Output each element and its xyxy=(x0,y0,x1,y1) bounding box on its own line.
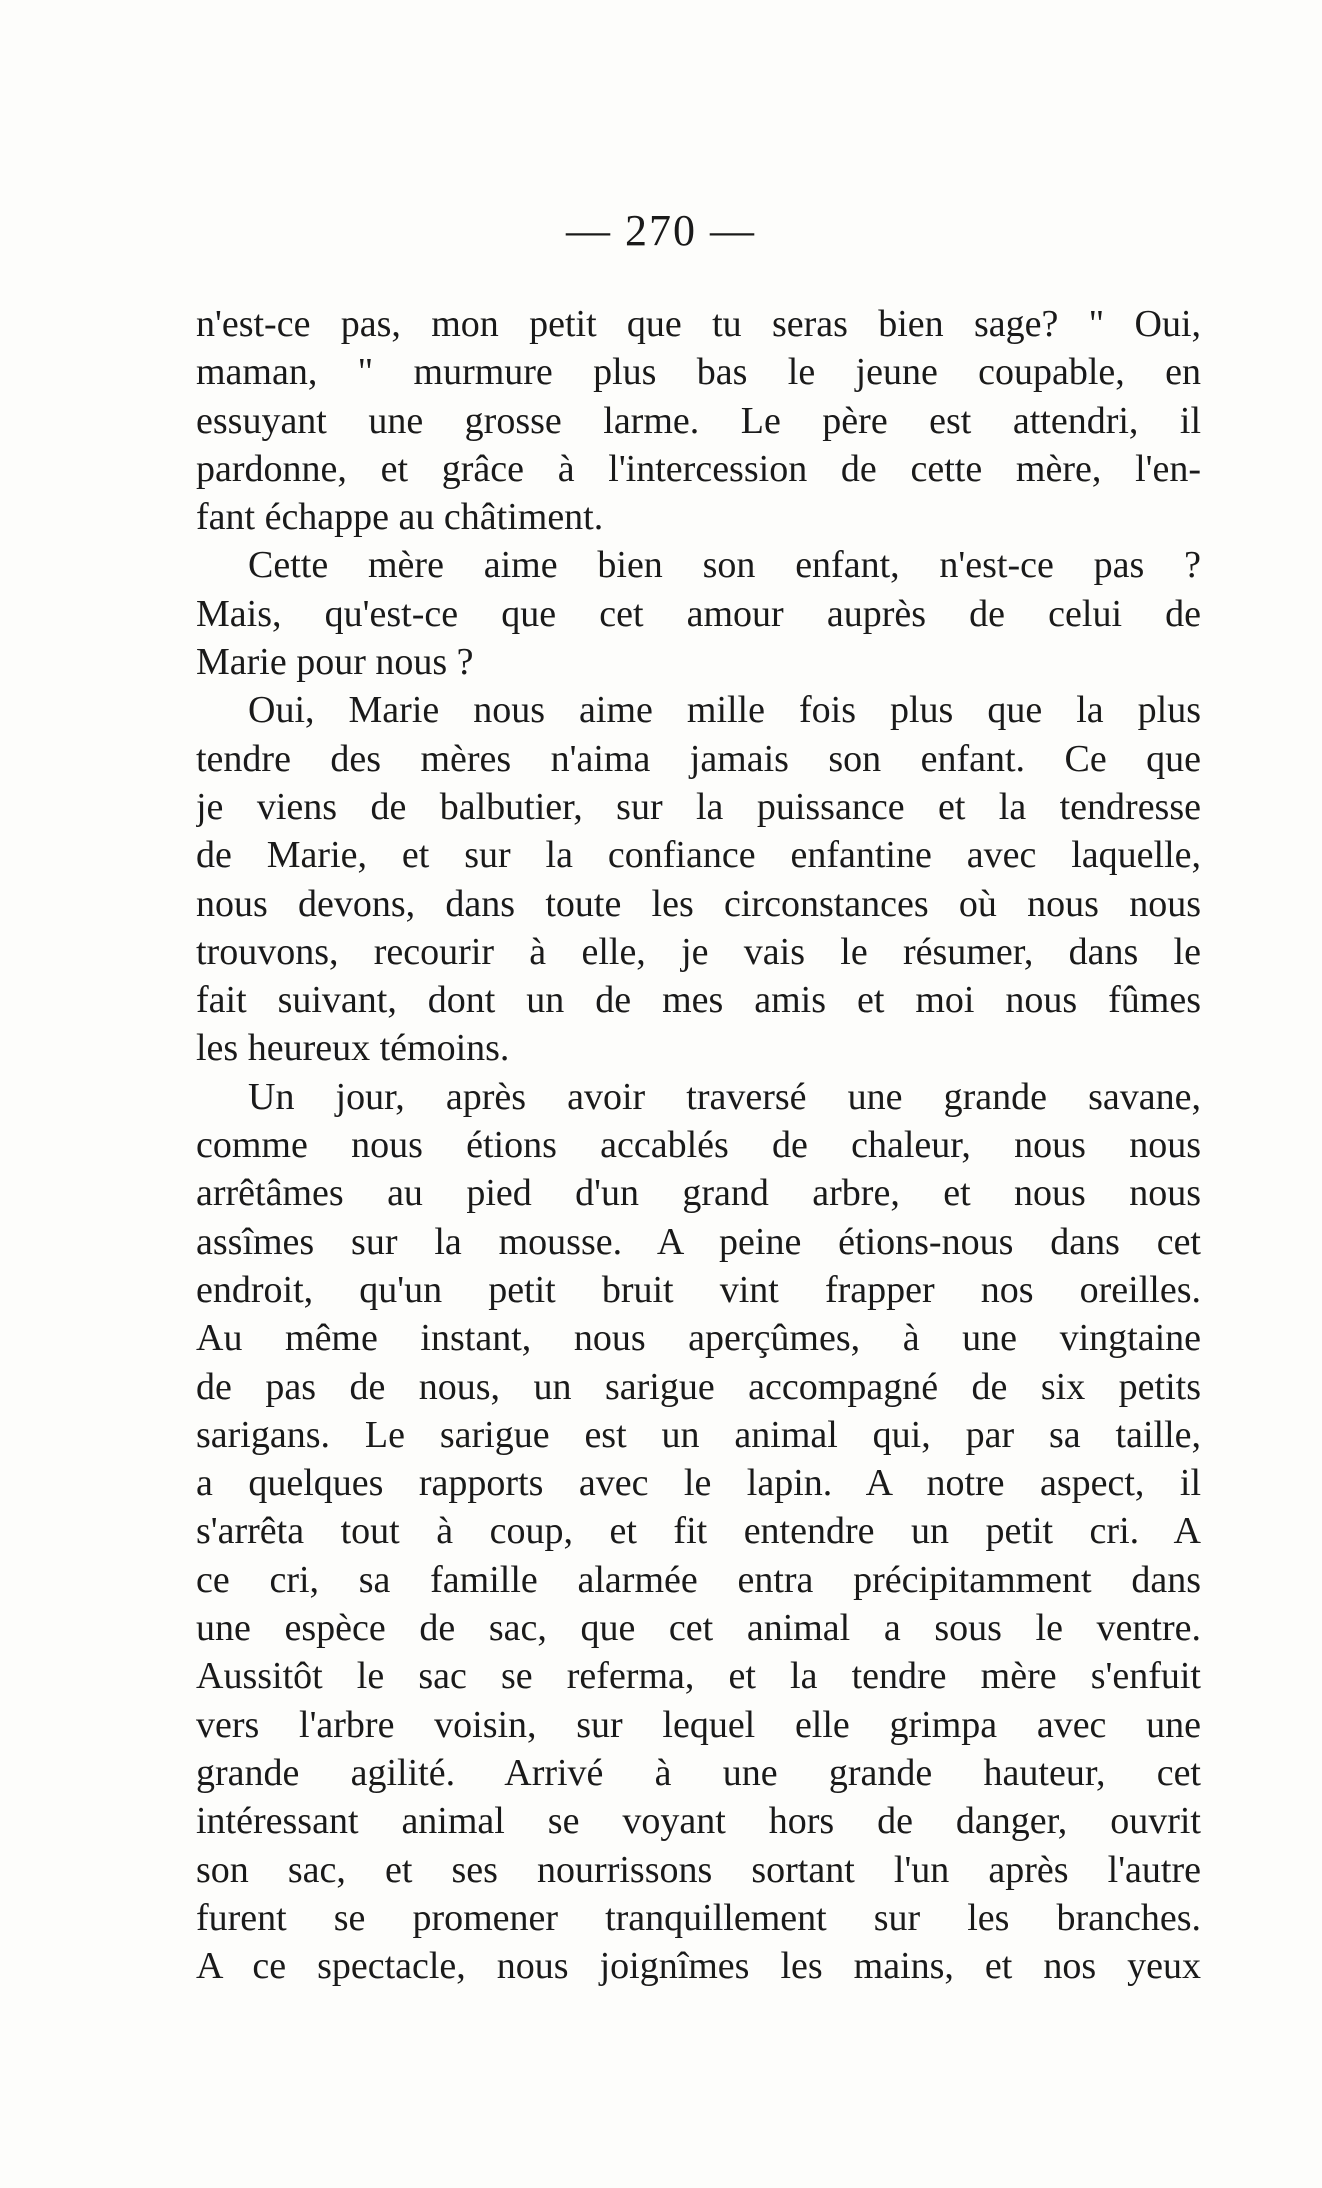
text-line: nous devons, dans toute les circonstances où nous nous xyxy=(196,882,1201,925)
text-line: son sac, et ses nourrissons sortant l'un après l'autre xyxy=(196,1848,1201,1891)
text-line: Marie pour nous ? xyxy=(196,641,474,684)
text-line: intéressant animal se voyant hors de danger, ouvrit xyxy=(196,1800,1201,1843)
text-line: endroit, qu'un petit bruit vint frapper nos oreilles. xyxy=(196,1268,1201,1311)
body-text xyxy=(196,300,1201,1990)
text-line: les heureux témoins. xyxy=(196,1027,510,1070)
text-line: sarigans. Le sarigue est un animal qui, par sa taille, xyxy=(196,1413,1201,1456)
text-line: essuyant une grosse larme. Le père est attendri, il xyxy=(196,399,1201,442)
text-line: Oui, Marie nous aime mille fois plus que la plus xyxy=(248,689,1201,732)
text-line: grande agilité. Arrivé à une grande hauteur, cet xyxy=(196,1751,1201,1794)
text-line: Un jour, après avoir traversé une grande savane, xyxy=(248,1075,1201,1118)
text-line: Mais, qu'est-ce que cet amour auprès de celui de xyxy=(196,592,1201,635)
text-line: arrêtâmes au pied d'un grand arbre, et nous nous xyxy=(196,1172,1201,1215)
text-line: Cette mère aime bien son enfant, n'est-ce pas ? xyxy=(248,544,1201,587)
page-number: — 270 — xyxy=(566,206,756,255)
text-line: Au même instant, nous aperçûmes, à une vingtaine xyxy=(196,1317,1201,1360)
text-line: vers l'arbre voisin, sur lequel elle grimpa avec une xyxy=(196,1703,1201,1746)
text-line: de pas de nous, un sarigue accompagné de six petits xyxy=(196,1365,1201,1408)
text-line: A ce spectacle, nous joignîmes les mains, et nos yeux xyxy=(196,1945,1201,1988)
text-line: fant échappe au châtiment. xyxy=(196,496,604,539)
text-line: je viens de balbutier, sur la puissance et la tendresse xyxy=(196,785,1201,828)
text-line: fait suivant, dont un de mes amis et moi nous fûmes xyxy=(196,979,1201,1022)
text-line: comme nous étions accablés de chaleur, nous nous xyxy=(196,1124,1201,1167)
text-line: pardonne, et grâce à l'intercession de cette mère, l'en- xyxy=(196,447,1201,490)
text-line: n'est-ce pas, mon petit que tu seras bien sage? " Oui, xyxy=(196,303,1201,345)
text-line: tendre des mères n'aima jamais son enfant. Ce que xyxy=(196,737,1201,780)
text-line: ce cri, sa famille alarmée entra précipitamment dans xyxy=(196,1558,1201,1601)
text-line: de Marie, et sur la confiance enfantine avec laquelle, xyxy=(196,834,1201,877)
text-line: une espèce de sac, que cet animal a sous le ventre. xyxy=(196,1607,1201,1650)
text-line: s'arrêta tout à coup, et fit entendre un petit cri. A xyxy=(196,1510,1201,1553)
text-line: assîmes sur la mousse. A peine étions-nous dans cet xyxy=(196,1220,1201,1263)
text-line: maman, " murmure plus bas le jeune coupable, en xyxy=(196,351,1201,394)
text-line: furent se promener tranquillement sur les branches. xyxy=(196,1896,1201,1939)
text-line: Aussitôt le sac se referma, et la tendre mère s'enfuit xyxy=(196,1655,1201,1698)
text-line: trouvons, recourir à elle, je vais le résumer, dans le xyxy=(196,930,1201,973)
text-line: a quelques rapports avec le lapin. A notre aspect, il xyxy=(196,1462,1201,1505)
